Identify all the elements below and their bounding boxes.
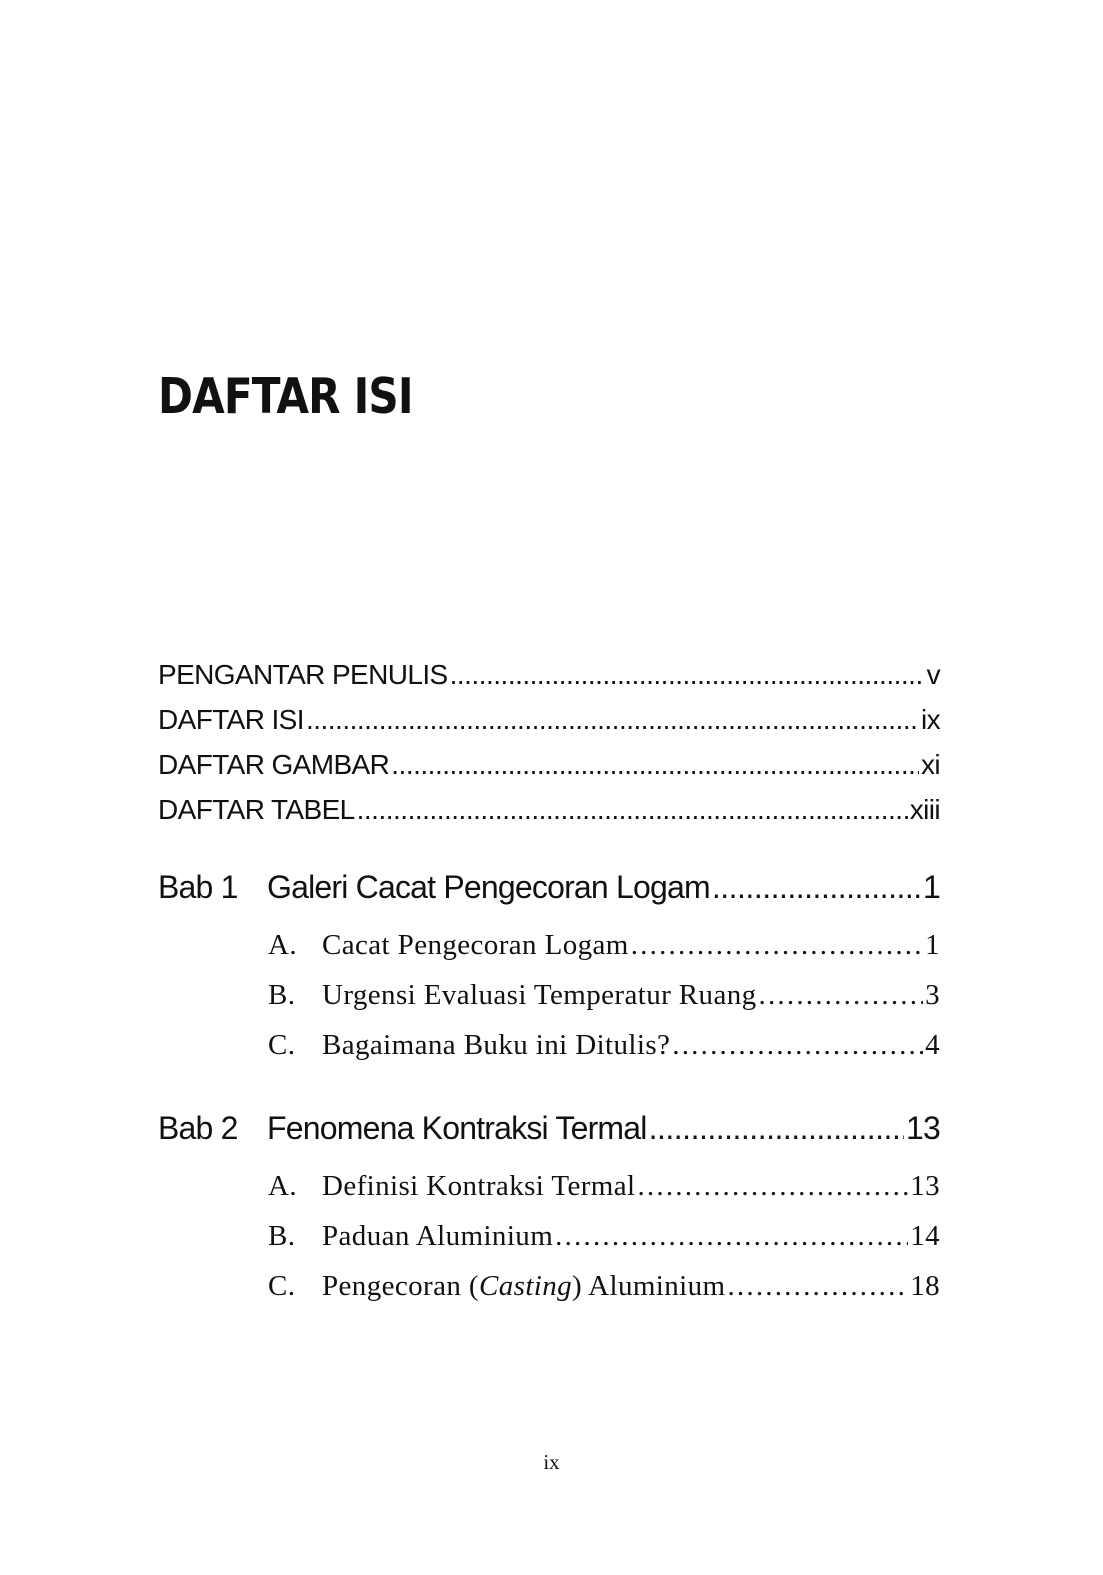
page-number-footer: ix [543, 1450, 560, 1474]
section-letter: B. [268, 1220, 296, 1252]
toc-entry-daftar-tabel[interactable] [158, 787, 940, 832]
chapter-1-sections [268, 920, 940, 1070]
dot-leader [759, 970, 924, 1020]
section-letter: A. [268, 1170, 297, 1202]
toc-entry-pengantar-penulis[interactable] [158, 652, 940, 697]
toc-chapter-2[interactable] [158, 1103, 940, 1153]
dot-leader [631, 920, 923, 970]
section-page-number: 4 [925, 1029, 940, 1061]
toc-entry-label: DAFTAR GAMBAR [158, 749, 390, 780]
toc-section-1a[interactable] [268, 920, 940, 970]
section-title: Paduan Aluminium [322, 1220, 554, 1252]
section-letter: B. [268, 979, 296, 1011]
section-page-number: 18 [910, 1270, 940, 1302]
section-title [322, 1261, 725, 1311]
chapter-number: Bab 1 [158, 869, 238, 905]
section-title-end: ) Aluminium [572, 1270, 726, 1302]
toc-entry-label: DAFTAR ISI [158, 704, 304, 735]
front-matter-list [158, 652, 940, 832]
section-title-start: Pengecoran ( [322, 1270, 479, 1302]
section-title: Bagaimana Buku ini Ditulis? [322, 1029, 671, 1061]
chapter-2-sections [268, 1161, 940, 1311]
toc-entry-label: PENGANTAR PENULIS [158, 659, 448, 690]
dot-leader [637, 1161, 908, 1211]
dot-leader [672, 1020, 923, 1070]
section-title: Urgensi Evaluasi Temperatur Ruang [322, 979, 757, 1011]
toc-section-2c[interactable] [268, 1261, 940, 1311]
chapter-page-number: 13 [906, 1110, 940, 1146]
toc-entry-page-number: xiii [909, 794, 940, 825]
section-title-italic: Casting [478, 1270, 573, 1302]
toc-entry-daftar-gambar[interactable] [158, 742, 940, 787]
dot-leader [649, 1103, 904, 1153]
dot-leader [306, 697, 919, 742]
section-page-number: 14 [910, 1220, 940, 1252]
section-letter: C. [268, 1029, 296, 1061]
toc-chapter-1[interactable] [158, 862, 940, 912]
section-page-number: 13 [910, 1170, 940, 1202]
section-letter: A. [268, 929, 297, 961]
section-page-number: 1 [925, 929, 940, 961]
chapter-title: Galeri Cacat Pengecoran Logam [267, 869, 710, 905]
toc-entry-page-number: ix [920, 704, 940, 735]
section-title: Definisi Kontraksi Termal [322, 1170, 636, 1202]
chapter-1-block [158, 862, 940, 1070]
chapter-number: Bab 2 [158, 1110, 238, 1146]
toc-entry-page-number: v [926, 659, 940, 690]
toc-section-1c[interactable] [268, 1020, 940, 1070]
chapter-page-number: 1 [923, 869, 940, 905]
page-title: DAFTAR ISI [158, 368, 413, 425]
toc-section-1b[interactable] [268, 970, 940, 1020]
section-title: Cacat Pengecoran Logam [322, 929, 629, 961]
dot-leader [357, 787, 908, 832]
toc-entry-daftar-isi[interactable] [158, 697, 940, 742]
chapter-title: Fenomena Kontraksi Termal [267, 1110, 647, 1146]
toc-entry-page-number: xi [920, 749, 940, 780]
toc-entry-label: DAFTAR TABEL [158, 794, 355, 825]
chapter-2-block [158, 1103, 940, 1311]
dot-leader [712, 862, 921, 912]
dot-leader [555, 1211, 908, 1261]
section-page-number: 3 [925, 979, 940, 1011]
dot-leader [727, 1261, 908, 1311]
dot-leader [450, 652, 925, 697]
toc-section-2a[interactable] [268, 1161, 940, 1211]
section-letter: C. [268, 1270, 296, 1302]
dot-leader [391, 742, 919, 787]
toc-section-2b[interactable] [268, 1211, 940, 1261]
